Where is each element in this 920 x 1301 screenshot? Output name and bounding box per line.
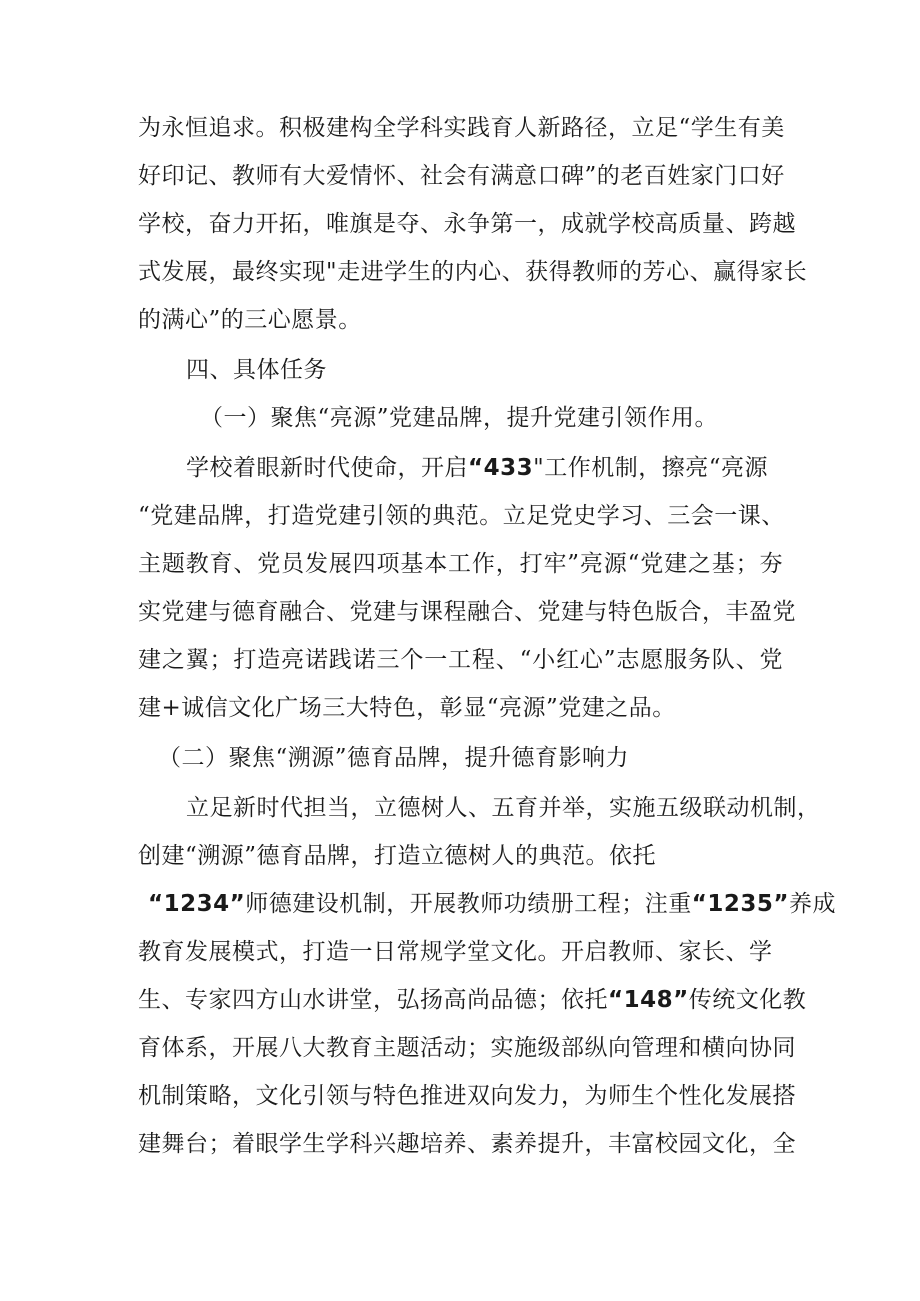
section-heading: 四、具体任务 (186, 357, 327, 383)
subheading-moral-education: （二）聚焦“溯源”德育品牌，提升德育影响力 (158, 745, 630, 771)
paragraph-2-line-3: 主题教育、党员发展四项基本工作，打牢”亮源“党建之基；夯 (138, 551, 783, 577)
paragraph-2-line-2: “党建品牌，打造党建引领的典范。立足党史学习、三会一课、 (138, 503, 785, 529)
paragraph-3-line-3: “1234”师德建设机制，开展教师功绩册工程；注重“1235”养成 (148, 891, 836, 917)
paragraph-2-line-5: 建之翼；打造亮诺践诺三个一工程、“小红心”志愿服务队、党 (138, 647, 783, 673)
paragraph-1-line-4: 式发展，最终实现"走进学生的内心、获得教师的芳心、赢得家长 (138, 259, 808, 285)
subheading-party-building: （一）聚焦“亮源”党建品牌，提升党建引领作用。 (200, 405, 719, 431)
paragraph-3-line-1: 立足新时代担当，立德树人、五育并举，实施五级联动机制， (186, 795, 821, 821)
paragraph-2-line-6: 建+诚信文化广场三大特色，彰显“亮源”党建之品。 (138, 695, 676, 721)
paragraph-1-line-5: 的满心”的三心愿景。 (138, 307, 362, 333)
paragraph-3-line-6: 育体系，开展八大教育主题活动；实施级部纵向管理和横向协同 (138, 1035, 796, 1061)
paragraph-2-line-4: 实党建与德育融合、党建与课程融合、党建与特色版合，丰盈党 (138, 599, 796, 625)
paragraph-1-line-2: 好印记、教师有大爱情怀、社会有满意口碑”的老百姓家门口好 (138, 163, 785, 189)
paragraph-3-line-2: 创建“溯源”德育品牌，打造立德树人的典范。依托 (138, 843, 657, 869)
paragraph-1-line-1: 为永恒追求。积极建构全学科实践育人新路径，立足“学生有美 (138, 115, 785, 141)
paragraph-3-line-7: 机制策略，文化引领与特色推进双向发力，为师生个性化发展搭 (138, 1083, 796, 1109)
paragraph-1-line-3: 学校，奋力开拓，唯旗是夺、永争第一，成就学校高质量、跨越 (138, 211, 796, 237)
paragraph-2-line-1: 学校着眼新时代使命，开启“433"工作机制，擦亮“亮源 (186, 455, 768, 481)
paragraph-3-line-4: 教育发展模式，打造一日常规学堂文化。开启教师、家长、学 (138, 939, 773, 965)
paragraph-3-line-8: 建舞台；着眼学生学科兴趣培养、素养提升，丰富校园文化，全 (138, 1131, 796, 1157)
paragraph-3-line-5: 生、专家四方山水讲堂，弘扬高尚品德；依托“148”传统文化教 (138, 987, 807, 1013)
